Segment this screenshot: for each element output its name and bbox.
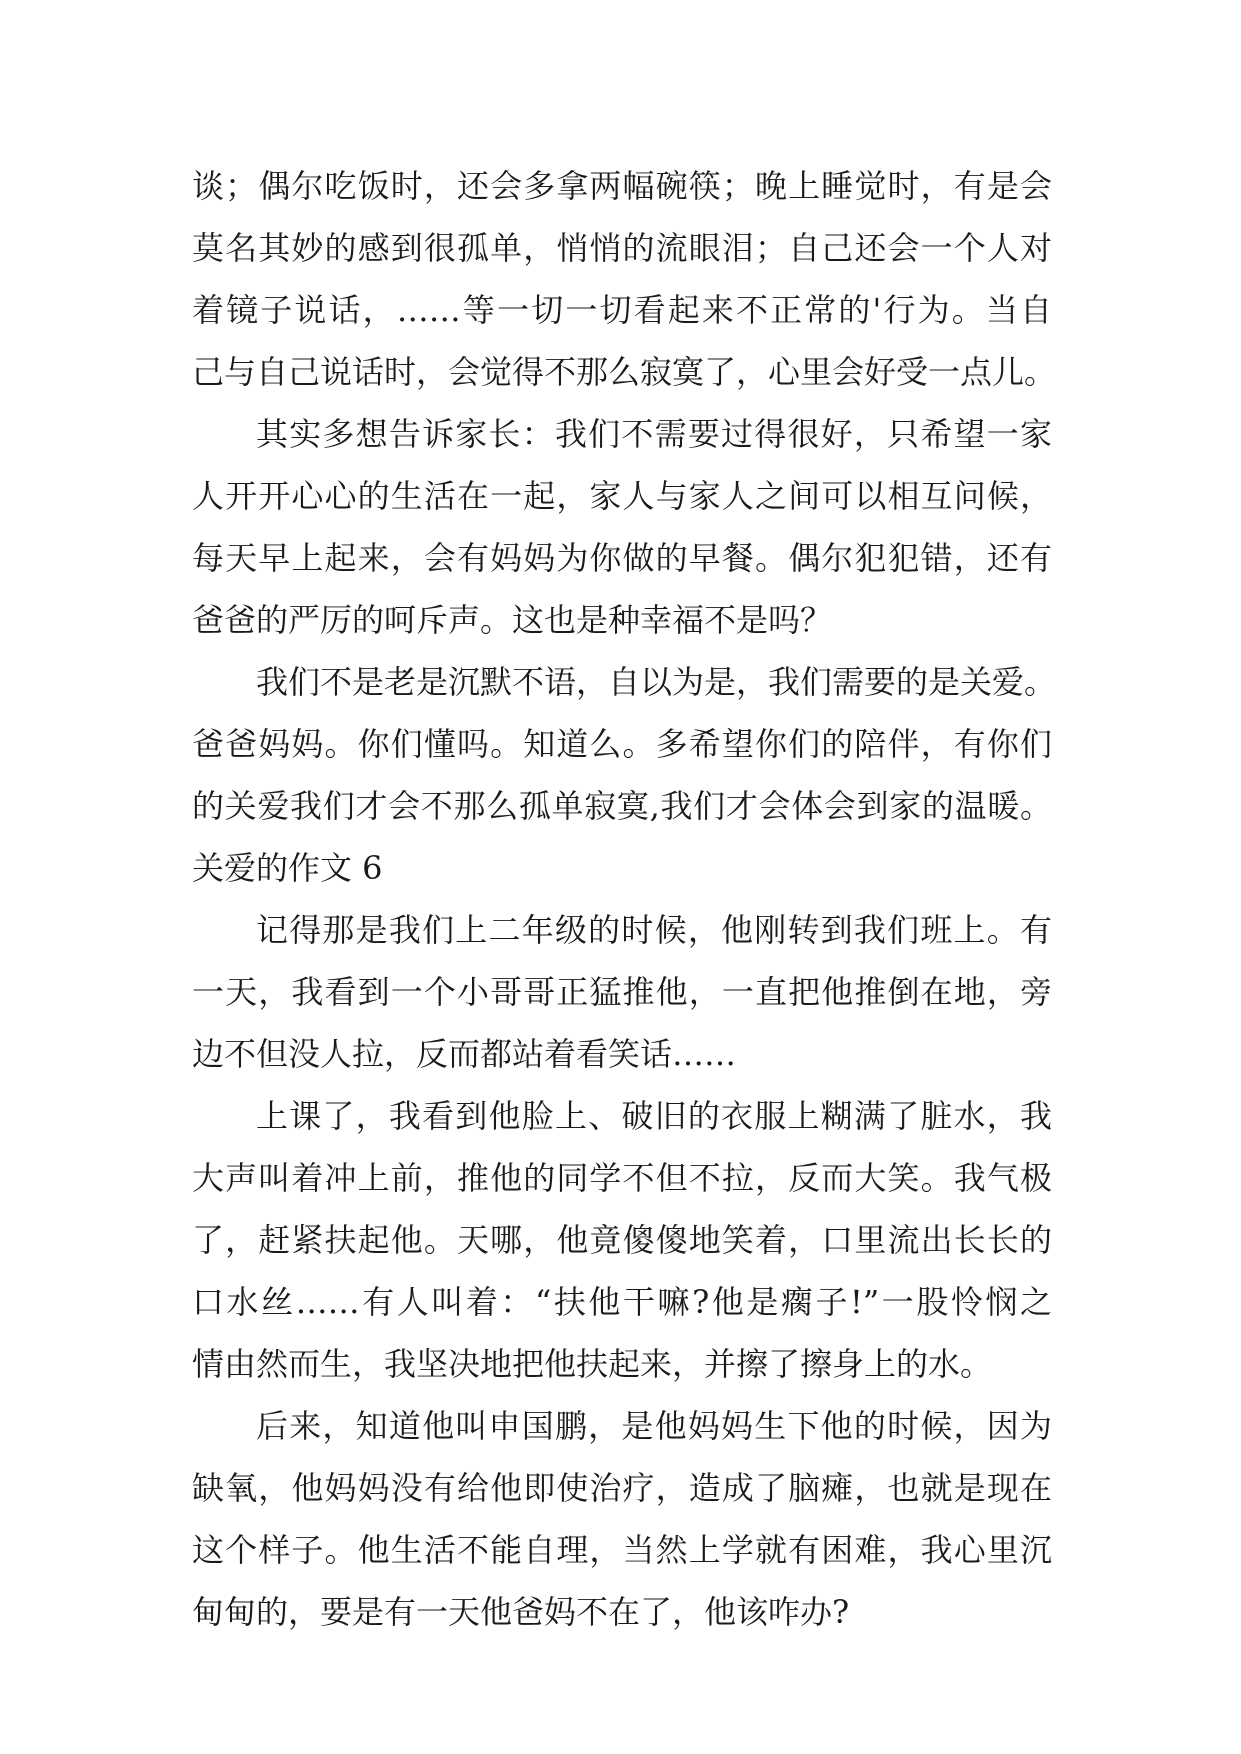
text-line: 其实多想告诉家长：我们不需要过得很好，只希望一家 (256, 415, 1052, 453)
text-line: 莫名其妙的感到很孤单，悄悄的流眼泪；自己还会一个人对 (192, 229, 1052, 267)
text-line: 后来，知道他叫申国鹏，是他妈妈生下他的时候，因为 (256, 1407, 1052, 1445)
text-line: 爸爸妈妈。你们懂吗。知道么。多希望你们的陪伴，有你们 (192, 725, 1052, 763)
paragraph (192, 651, 1057, 837)
text-line: 人开开心心的生活在一起，家人与家人之间可以相互问候， (192, 477, 1052, 515)
text-line: 着镜子说话，……等一切一切看起来不正常的'行为。当自 (192, 291, 1052, 329)
text-line: 爸爸的严厉的呵斥声。这也是种幸福不是吗？ (192, 601, 833, 639)
document-body (192, 155, 1057, 1643)
text-line: 了，赶紧扶起他。天哪，他竟傻傻地笑着，口里流出长长的 (192, 1221, 1052, 1259)
text-line: 大声叫着冲上前，推他的同学不但不拉，反而大笑。我气极 (192, 1159, 1052, 1197)
text-line: 边不但没人拉，反而都站着看笑话…… (192, 1035, 737, 1073)
text-line: 这个样子。他生活不能自理，当然上学就有困难，我心里沉 (192, 1531, 1052, 1569)
text-line: 情由然而生，我坚决地把他扶起来，并擦了擦身上的水。 (192, 1345, 993, 1383)
text-line: 上课了，我看到他脸上、破旧的衣服上糊满了脏水，我 (256, 1097, 1052, 1135)
paragraph (192, 403, 1052, 651)
text-line: 的关爱我们才会不那么孤单寂寞,我们才会体会到家的温暖。 (192, 787, 1052, 825)
text-line: 谈；偶尔吃饭时，还会多拿两幅碗筷；晚上睡觉时，有是会 (192, 167, 1052, 205)
text-line: 每天早上起来，会有妈妈为你做的早餐。偶尔犯犯错，还有 (192, 539, 1052, 577)
text-line: 口水丝……有人叫着：“扶他干嘛?他是瘸子!”一股怜悯之 (192, 1283, 1052, 1321)
paragraph (192, 155, 1057, 403)
paragraph (192, 1395, 1052, 1643)
text-line: 我们不是老是沉默不语，自以为是，我们需要的是关爱。 (256, 663, 1057, 701)
text-line: 甸甸的，要是有一天他爸妈不在了，他该咋办? (192, 1593, 850, 1631)
section-title-text: 关爱的作文 6 (192, 849, 383, 887)
section-title (192, 837, 1052, 899)
text-line: 记得那是我们上二年级的时候，他刚转到我们班上。有 (256, 911, 1052, 949)
text-line: 缺氧，他妈妈没有给他即使治疗，造成了脑瘫，也就是现在 (192, 1469, 1052, 1507)
paragraph (192, 899, 1052, 1085)
text-line: 一天，我看到一个小哥哥正猛推他，一直把他推倒在地，旁 (192, 973, 1052, 1011)
text-line: 己与自己说话时，会觉得不那么寂寞了，心里会好受一点儿。 (192, 353, 1057, 391)
paragraph (192, 1085, 1052, 1395)
